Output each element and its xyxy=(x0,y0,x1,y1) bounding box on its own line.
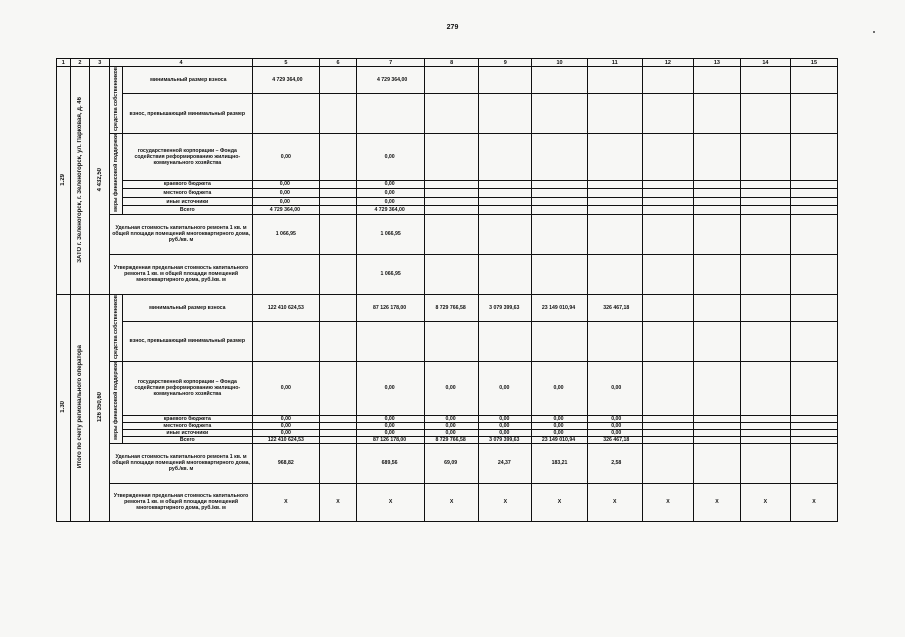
value-cell xyxy=(790,206,837,215)
value-cell: 4 729 364,00 xyxy=(357,206,425,215)
value-cell xyxy=(587,180,642,189)
value-cell xyxy=(425,134,479,181)
value-cell xyxy=(642,294,693,321)
value-cell xyxy=(693,415,740,422)
value-cell: 0,00 xyxy=(252,429,319,436)
value-cell xyxy=(642,422,693,429)
value-cell xyxy=(790,422,837,429)
local-budget-label: местного бюджета xyxy=(122,422,252,429)
financial-support-label: меры финансовой поддержки xyxy=(110,134,123,215)
value-cell xyxy=(357,94,425,134)
table-row xyxy=(57,214,838,254)
value-cell xyxy=(642,214,693,254)
value-cell: X xyxy=(642,483,693,521)
value-cell: 4 729 364,00 xyxy=(357,67,425,94)
value-cell: X xyxy=(479,483,532,521)
value-cell xyxy=(642,189,693,198)
value-cell: 0,00 xyxy=(425,361,479,415)
value-cell: X xyxy=(319,483,357,521)
value-cell: 0,00 xyxy=(357,180,425,189)
value-cell xyxy=(693,294,740,321)
value-cell xyxy=(790,322,837,362)
area-cell: 126 350,60 xyxy=(90,294,110,521)
capital-repair-table xyxy=(56,58,838,522)
col-header: 8 xyxy=(425,59,479,67)
value-cell: 8 729 766,58 xyxy=(425,436,479,443)
value-cell: 0,00 xyxy=(357,189,425,198)
value-cell xyxy=(693,197,740,206)
value-cell: 87 126 178,00 xyxy=(357,436,425,443)
value-cell: 0,00 xyxy=(252,189,319,198)
value-cell: 0,00 xyxy=(357,422,425,429)
unit-cost-label: Удельная стоимость капитального ремонта 1 кв. м общей площади помещений многоквартирного дома, руб./кв. м xyxy=(110,443,253,483)
value-cell: 968,82 xyxy=(252,443,319,483)
value-cell xyxy=(532,67,587,94)
value-cell: 0,00 xyxy=(252,197,319,206)
value-cell xyxy=(790,443,837,483)
value-cell xyxy=(642,361,693,415)
value-cell xyxy=(790,294,837,321)
value-cell: 122 410 624,53 xyxy=(252,294,319,321)
value-cell: 0,00 xyxy=(252,361,319,415)
address-cell: ЗАТО г. Зеленогорск, г. Зеленогорск, ул. Парковая, д. 46 xyxy=(70,67,90,295)
min-contribution-label: минимальный размер взноса xyxy=(122,67,252,94)
table-row xyxy=(57,189,838,198)
value-cell xyxy=(319,189,357,198)
page-number: 279 xyxy=(446,24,459,31)
col-header: 10 xyxy=(532,59,587,67)
value-cell xyxy=(479,254,532,294)
col-header: 3 xyxy=(90,59,110,67)
value-cell xyxy=(740,361,790,415)
value-cell xyxy=(532,134,587,181)
value-cell xyxy=(790,94,837,134)
value-cell: 0,00 xyxy=(532,429,587,436)
excess-contribution-label: взнос, превышающий минимальный размер xyxy=(122,94,252,134)
value-cell: 122 410 624,53 xyxy=(252,436,319,443)
value-cell xyxy=(740,180,790,189)
value-cell xyxy=(532,94,587,134)
value-cell xyxy=(790,189,837,198)
value-cell xyxy=(587,134,642,181)
table-row xyxy=(57,429,838,436)
value-cell: 23 149 010,94 xyxy=(532,294,587,321)
value-cell xyxy=(790,429,837,436)
value-cell xyxy=(252,254,319,294)
value-cell: 0,00 xyxy=(357,361,425,415)
table-row xyxy=(57,322,838,362)
value-cell xyxy=(693,254,740,294)
value-cell xyxy=(532,206,587,215)
table-row xyxy=(57,443,838,483)
value-cell: 1 066,95 xyxy=(357,254,425,294)
value-cell xyxy=(693,189,740,198)
value-cell xyxy=(319,443,357,483)
value-cell xyxy=(425,180,479,189)
value-cell: 0,00 xyxy=(252,180,319,189)
value-cell: X xyxy=(790,483,837,521)
value-cell: 0,00 xyxy=(587,422,642,429)
value-cell xyxy=(740,422,790,429)
value-cell xyxy=(693,361,740,415)
value-cell xyxy=(790,214,837,254)
value-cell: 69,09 xyxy=(425,443,479,483)
value-cell xyxy=(479,214,532,254)
min-contribution-label: минимальный размер взноса xyxy=(122,294,252,321)
excess-contribution-label: взнос, превышающий минимальный размер xyxy=(122,322,252,362)
value-cell: X xyxy=(587,483,642,521)
value-cell: 0,00 xyxy=(587,415,642,422)
value-cell xyxy=(740,294,790,321)
value-cell xyxy=(319,67,357,94)
value-cell: 8 729 766,58 xyxy=(425,294,479,321)
value-cell xyxy=(642,436,693,443)
col-header: 14 xyxy=(740,59,790,67)
value-cell xyxy=(479,67,532,94)
value-cell xyxy=(740,415,790,422)
value-cell xyxy=(642,322,693,362)
limit-cost-label: Утвержденная предельная стоимость капитального ремонта 1 кв. м общей площади помещений многоквартирного дома, руб./кв. м xyxy=(110,254,253,294)
col-header: 15 xyxy=(790,59,837,67)
scan-dot xyxy=(873,31,875,33)
value-cell xyxy=(532,254,587,294)
value-cell xyxy=(319,322,357,362)
local-budget-label: местного бюджета xyxy=(122,189,252,198)
value-cell: 24,37 xyxy=(479,443,532,483)
value-cell xyxy=(532,180,587,189)
row-number: 1.30 xyxy=(57,294,71,521)
value-cell: 0,00 xyxy=(532,422,587,429)
value-cell: 0,00 xyxy=(479,361,532,415)
value-cell: 1 066,95 xyxy=(252,214,319,254)
value-cell: 0,00 xyxy=(357,134,425,181)
value-cell: X xyxy=(693,483,740,521)
value-cell xyxy=(693,94,740,134)
table-row xyxy=(57,134,838,181)
value-cell xyxy=(790,197,837,206)
col-header: 6 xyxy=(319,59,357,67)
value-cell: 0,00 xyxy=(425,422,479,429)
area-cell: 4 432,50 xyxy=(90,67,110,295)
value-cell xyxy=(319,214,357,254)
total-label: Всего xyxy=(122,206,252,215)
value-cell xyxy=(740,436,790,443)
value-cell xyxy=(693,206,740,215)
value-cell xyxy=(642,197,693,206)
value-cell xyxy=(740,254,790,294)
value-cell xyxy=(693,422,740,429)
value-cell xyxy=(642,206,693,215)
other-sources-label: иные источники xyxy=(122,197,252,206)
financial-support-label: меры финансовой поддержки xyxy=(110,361,123,443)
value-cell xyxy=(479,322,532,362)
value-cell xyxy=(587,197,642,206)
state-corp-label: государственной корпорации – Фонда содействия реформированию жилищно-коммунального хозяйства xyxy=(122,134,252,181)
value-cell xyxy=(587,206,642,215)
value-cell xyxy=(740,197,790,206)
value-cell: 2,58 xyxy=(587,443,642,483)
table-row xyxy=(57,206,838,215)
col-header: 11 xyxy=(587,59,642,67)
value-cell: 326 467,18 xyxy=(587,436,642,443)
value-cell: 0,00 xyxy=(425,429,479,436)
value-cell: 1 066,95 xyxy=(357,214,425,254)
value-cell xyxy=(642,254,693,294)
value-cell xyxy=(740,94,790,134)
value-cell xyxy=(587,322,642,362)
value-cell xyxy=(532,322,587,362)
value-cell xyxy=(252,94,319,134)
value-cell xyxy=(425,214,479,254)
value-cell xyxy=(319,429,357,436)
value-cell xyxy=(790,180,837,189)
value-cell: 23 149 010,94 xyxy=(532,436,587,443)
value-cell: 689,56 xyxy=(357,443,425,483)
value-cell xyxy=(479,180,532,189)
value-cell xyxy=(693,214,740,254)
value-cell xyxy=(642,67,693,94)
value-cell: 0,00 xyxy=(479,415,532,422)
value-cell xyxy=(740,189,790,198)
col-header: 7 xyxy=(357,59,425,67)
value-cell: X xyxy=(252,483,319,521)
value-cell: 183,21 xyxy=(532,443,587,483)
value-cell xyxy=(693,429,740,436)
col-header: 4 xyxy=(110,59,253,67)
value-cell xyxy=(740,206,790,215)
value-cell: 0,00 xyxy=(479,422,532,429)
value-cell: 3 079 399,63 xyxy=(479,436,532,443)
row-number: 1.29 xyxy=(57,67,71,295)
value-cell: 0,00 xyxy=(587,429,642,436)
value-cell xyxy=(479,189,532,198)
value-cell xyxy=(790,254,837,294)
unit-cost-label: Удельная стоимость капитального ремонта 1 кв. м общей площади помещений многоквартирного дома, руб./кв. м xyxy=(110,214,253,254)
value-cell xyxy=(532,189,587,198)
value-cell xyxy=(319,294,357,321)
value-cell xyxy=(479,134,532,181)
value-cell xyxy=(425,67,479,94)
value-cell xyxy=(425,206,479,215)
value-cell: X xyxy=(740,483,790,521)
value-cell: 0,00 xyxy=(532,415,587,422)
value-cell xyxy=(790,436,837,443)
value-cell: 0,00 xyxy=(479,429,532,436)
regional-budget-label: краевого бюджета xyxy=(122,180,252,189)
value-cell: X xyxy=(357,483,425,521)
value-cell xyxy=(319,206,357,215)
value-cell xyxy=(587,254,642,294)
value-cell xyxy=(425,254,479,294)
value-cell: 0,00 xyxy=(252,415,319,422)
value-cell xyxy=(319,94,357,134)
value-cell xyxy=(642,94,693,134)
other-sources-label: иные источники xyxy=(122,429,252,436)
value-cell: 0,00 xyxy=(357,415,425,422)
value-cell xyxy=(587,189,642,198)
owner-funds-label: средства собственников xyxy=(110,294,123,361)
value-cell xyxy=(740,67,790,94)
value-cell xyxy=(693,67,740,94)
state-corp-label: государственной корпорации – Фонда содействия реформированию жилищно-коммунального хозяйства xyxy=(122,361,252,415)
value-cell: 0,00 xyxy=(587,361,642,415)
col-header: 12 xyxy=(642,59,693,67)
table-row xyxy=(57,436,838,443)
value-cell xyxy=(479,197,532,206)
table-row xyxy=(57,180,838,189)
value-cell xyxy=(693,436,740,443)
value-cell: 4 729 364,00 xyxy=(252,206,319,215)
value-cell xyxy=(740,134,790,181)
value-cell xyxy=(319,422,357,429)
value-cell xyxy=(319,254,357,294)
value-cell xyxy=(642,134,693,181)
value-cell xyxy=(693,180,740,189)
table-row xyxy=(57,415,838,422)
owner-funds-label: средства собственников xyxy=(110,67,123,134)
value-cell: 0,00 xyxy=(532,361,587,415)
summary-title-cell: Итого по счету регионального оператора xyxy=(70,294,90,521)
value-cell: 87 126 178,00 xyxy=(357,294,425,321)
table-row xyxy=(57,483,838,521)
col-header: 5 xyxy=(252,59,319,67)
col-header: 13 xyxy=(693,59,740,67)
value-cell xyxy=(693,134,740,181)
value-cell xyxy=(642,415,693,422)
value-cell: 3 079 399,63 xyxy=(479,294,532,321)
value-cell xyxy=(587,214,642,254)
value-cell xyxy=(693,443,740,483)
value-cell xyxy=(532,214,587,254)
col-header: 1 xyxy=(57,59,71,67)
value-cell xyxy=(319,415,357,422)
value-cell xyxy=(479,94,532,134)
value-cell xyxy=(740,429,790,436)
value-cell xyxy=(642,180,693,189)
value-cell: 0,00 xyxy=(357,429,425,436)
table-row xyxy=(57,361,838,415)
value-cell xyxy=(642,429,693,436)
total-label: Всего xyxy=(122,436,252,443)
table-row xyxy=(57,94,838,134)
table-row xyxy=(57,197,838,206)
value-cell: X xyxy=(532,483,587,521)
value-cell xyxy=(425,322,479,362)
value-cell xyxy=(319,134,357,181)
value-cell xyxy=(740,322,790,362)
value-cell xyxy=(790,361,837,415)
table-row xyxy=(57,294,838,321)
value-cell: X xyxy=(425,483,479,521)
value-cell xyxy=(587,94,642,134)
value-cell xyxy=(740,443,790,483)
value-cell xyxy=(252,322,319,362)
value-cell xyxy=(790,134,837,181)
value-cell xyxy=(587,67,642,94)
value-cell: 326 467,18 xyxy=(587,294,642,321)
value-cell xyxy=(319,361,357,415)
value-cell: 4 729 364,00 xyxy=(252,67,319,94)
value-cell xyxy=(357,322,425,362)
limit-cost-label: Утвержденная предельная стоимость капитального ремонта 1 кв. м общей площади помещений многоквартирного дома, руб./кв. м xyxy=(110,483,253,521)
value-cell xyxy=(532,197,587,206)
value-cell xyxy=(642,443,693,483)
value-cell: 0,00 xyxy=(252,422,319,429)
value-cell: 0,00 xyxy=(425,415,479,422)
value-cell: 0,00 xyxy=(357,197,425,206)
value-cell xyxy=(319,197,357,206)
value-cell xyxy=(740,214,790,254)
value-cell xyxy=(425,197,479,206)
table-row xyxy=(57,422,838,429)
value-cell xyxy=(790,415,837,422)
value-cell xyxy=(479,206,532,215)
table-row xyxy=(57,254,838,294)
value-cell xyxy=(693,322,740,362)
value-cell xyxy=(425,94,479,134)
value-cell: 0,00 xyxy=(252,134,319,181)
value-cell xyxy=(425,189,479,198)
value-cell xyxy=(319,180,357,189)
column-number-row xyxy=(57,59,838,67)
col-header: 9 xyxy=(479,59,532,67)
col-header: 2 xyxy=(70,59,90,67)
table-row xyxy=(57,67,838,94)
value-cell xyxy=(790,67,837,94)
regional-budget-label: краевого бюджета xyxy=(122,415,252,422)
value-cell xyxy=(319,436,357,443)
